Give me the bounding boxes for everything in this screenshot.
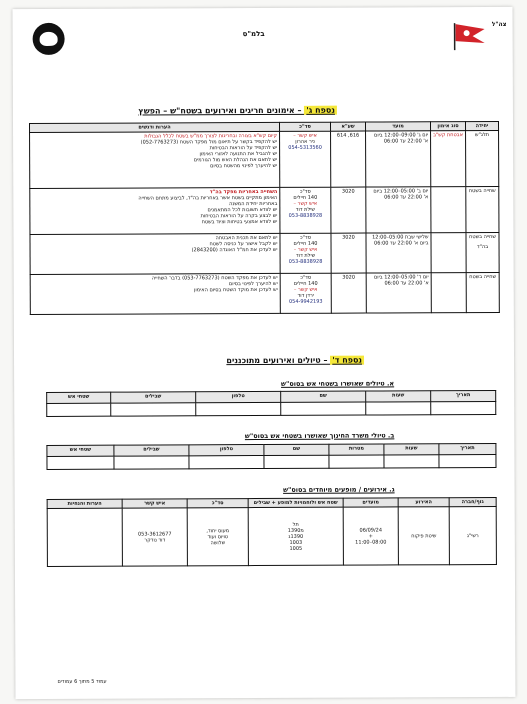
note-line: קיום קש"א בצורה ובחריגות לצורך ממ"ש בשטח לכלל הגבולות bbox=[144, 132, 278, 140]
note-line: יש לוודא אמצעי בטיחות וציוד בשטח bbox=[201, 218, 278, 226]
note-line: יש להיערך לפינוי מהשטח בסיום bbox=[210, 162, 278, 170]
date-line: 08:00–11:00 bbox=[355, 538, 387, 546]
forces-line: סד"כ bbox=[300, 274, 312, 281]
section-c-table bbox=[29, 121, 500, 315]
forces-line: סד"כ bbox=[300, 234, 311, 241]
note-line: יש להקפיד בקשר על תיאום מול מפקד השטח (052-7763273) bbox=[140, 138, 278, 146]
cell-type bbox=[431, 233, 466, 273]
section-d-label: נספח ד' bbox=[332, 355, 363, 365]
date-line: + bbox=[368, 533, 373, 540]
forces-line: 053-8838928 bbox=[288, 212, 323, 219]
document-page bbox=[12, 7, 515, 699]
note-line: האימון מתקיים בשטח אשר באחריות בה"ד, לביצוע מתחם השחייה bbox=[138, 194, 278, 202]
col-goals: מטרות bbox=[329, 444, 384, 455]
forces-line: איש קשר – bbox=[293, 286, 318, 293]
forces-line: שלושה bbox=[210, 539, 226, 546]
forces-line: סד"כ bbox=[299, 188, 311, 195]
subsection-b-title: ב. טיולי משרד החינוך שאושרו בשטחי אש בסוס"ש bbox=[244, 431, 395, 441]
side-label: בה"ד bbox=[476, 244, 489, 251]
note-line: יש להקפיד על הוראות הבטיחות bbox=[209, 144, 278, 152]
cell-org: רשי"ג bbox=[449, 506, 496, 564]
area-line: תל bbox=[292, 521, 299, 528]
note-line: יש לבצע בקרה על הוראות הבטיחות bbox=[200, 212, 278, 220]
contact-line: דוד נודקר bbox=[144, 536, 166, 544]
school-trips-table bbox=[46, 443, 496, 470]
cell-contact bbox=[122, 508, 187, 566]
forces-line: 054-9942193 bbox=[288, 298, 323, 305]
section-c-title-text: – אימונים חריגים ואירועים בשטח"ש – הפשץ bbox=[138, 105, 305, 116]
cell-time: יום ב' 05:00–12:00 ביום א' 22:00 עד 06:00 bbox=[366, 187, 431, 233]
note-line: יש לוודא תשובות לכל המתאמנים bbox=[207, 206, 278, 214]
forces-line: שילת דוד bbox=[295, 206, 315, 213]
area-line: 1005 bbox=[289, 545, 303, 552]
forces-line: ניר אהרון bbox=[295, 138, 315, 145]
date-line: 06/09/24 bbox=[359, 526, 383, 534]
cell-unit: שחייה בשטח bbox=[466, 272, 499, 312]
forces-line: איש קשר – bbox=[293, 246, 318, 253]
subsection-c-title: ג. אירועים / מופעים מיוחדים בסוס"ש bbox=[283, 485, 395, 494]
col-forces: סד"כ bbox=[279, 122, 330, 131]
cell-code: 3020 bbox=[331, 187, 366, 233]
table-row bbox=[47, 506, 496, 566]
table-row bbox=[30, 272, 499, 314]
note-line: יש לעדכן את מוקד השטח בסיום האימון bbox=[194, 286, 278, 294]
cell-type bbox=[431, 273, 466, 313]
col-trails: שבילים bbox=[114, 445, 189, 456]
cell-forces bbox=[280, 131, 331, 187]
note-line: יש לעדכן את חמ"ל האוגדה (2843200) bbox=[191, 246, 278, 254]
forces-line: ירדן דוד bbox=[297, 292, 314, 299]
col-fire-zones: שטחי אש bbox=[47, 392, 111, 403]
cell-notes bbox=[30, 233, 280, 274]
cell-unit bbox=[466, 232, 499, 272]
col-org: גוף/חברה bbox=[449, 497, 496, 506]
cell-forces bbox=[280, 273, 331, 313]
col-event: האירוע bbox=[398, 498, 449, 507]
cell-code: 3020 bbox=[331, 233, 366, 273]
section-d-title-text: – טיולים ואירועים מתוכננים bbox=[226, 355, 331, 366]
page-footer: עמוד 5 מתוך 6 עמודים bbox=[57, 678, 107, 685]
col-hours: שעות bbox=[384, 444, 439, 455]
col-phone: טלפון bbox=[189, 445, 264, 456]
col-date: תאריך bbox=[431, 390, 496, 401]
note-line: יש להיערך לפינוי בסיום bbox=[228, 280, 278, 288]
forces-line: שילת דוד bbox=[295, 252, 316, 259]
forces-line: איש קשר – bbox=[293, 132, 317, 139]
empty-row bbox=[47, 401, 496, 416]
note-line: יש לקבל אישור על כניסה לשטח bbox=[209, 240, 278, 248]
org-header: צה"ל bbox=[491, 20, 507, 29]
cell-time: יום ג' 09:00–12:00 ביום א' 22:00 עד 06:00 bbox=[366, 131, 431, 187]
empty-row bbox=[47, 454, 496, 469]
cell-forces bbox=[187, 508, 248, 566]
trips-table bbox=[46, 390, 496, 417]
col-unit: יחידה bbox=[465, 121, 498, 130]
section-c-title bbox=[138, 106, 337, 116]
col-notes: הערות והנחיות bbox=[47, 499, 122, 508]
col-notes: הערות ודגשים bbox=[29, 122, 279, 132]
note-line: יש לתאם את הנהלת האש מול הגורמים bbox=[193, 156, 278, 164]
area-line: 1003 bbox=[289, 539, 303, 546]
col-time: מועד bbox=[365, 122, 430, 131]
subsection-a-title: א. טיולים שאושרו בשטחי אש בסוס"ש bbox=[281, 379, 395, 388]
col-areas: שטח אש ולוחמויות למופע + שבילים bbox=[248, 498, 343, 507]
notes-title: השחייה באחריות מפקד בה"ד bbox=[209, 188, 278, 196]
col-name: שם bbox=[264, 444, 329, 455]
col-contact: איש קשר bbox=[122, 499, 187, 508]
table-row bbox=[30, 186, 499, 234]
cell-unit: שחייה בשטח bbox=[466, 186, 499, 232]
cell-event: שיטת פיקוח bbox=[398, 507, 449, 565]
cell-dates bbox=[343, 507, 398, 565]
note-line: באחריות יחידת המשנה bbox=[229, 200, 278, 208]
classification-header: בלמ"ס bbox=[242, 29, 265, 39]
area-line: מ1390 bbox=[287, 527, 304, 534]
col-phone: טלפון bbox=[196, 391, 281, 402]
cell-forces bbox=[280, 187, 331, 233]
cell-time: יום ד' 05:00–12:00 ביום א' 22:00 עד 06:00 bbox=[366, 273, 431, 313]
emblem-logo bbox=[33, 23, 65, 55]
col-fire-zones: שטחי אש bbox=[47, 445, 114, 456]
cell-unit: תלג"ש bbox=[466, 130, 499, 186]
col-date: תאריך bbox=[439, 443, 496, 454]
forces-line: איש קשר – bbox=[293, 200, 318, 207]
section-d-title bbox=[226, 356, 364, 366]
col-type: סוג אימון bbox=[430, 122, 465, 131]
forces-line: 140 חיילים bbox=[293, 194, 318, 201]
flag-logo bbox=[451, 21, 487, 51]
forces-line: 053-8838928 bbox=[288, 258, 323, 265]
cell-notes bbox=[47, 508, 122, 566]
forces-line: 140 חיילים bbox=[293, 280, 318, 287]
col-trails: שבילים bbox=[111, 392, 196, 403]
cell-areas bbox=[248, 507, 343, 565]
forces-line: 140 חיילים bbox=[293, 240, 318, 247]
col-code: שע"א bbox=[330, 122, 365, 131]
forces-line: 054-5313560 bbox=[288, 144, 322, 151]
cell-code: 3020 bbox=[331, 273, 366, 313]
cell-type bbox=[431, 187, 466, 233]
forces-line: טויוס ועוד bbox=[207, 533, 229, 540]
section-c-label: נספח ג' bbox=[306, 105, 335, 115]
cell-notes bbox=[30, 187, 280, 234]
unit-text: שחייה בשטח bbox=[469, 233, 496, 241]
col-name: שם bbox=[281, 391, 366, 402]
col-hours: שעות bbox=[366, 391, 431, 402]
note-line: יש להגביל את התנועה לאזורי האימון bbox=[199, 150, 278, 158]
events-table bbox=[47, 497, 497, 567]
note-line: יש לעדכן את מפקד השטח (053-7763273) בדבר השחייה bbox=[151, 274, 278, 282]
contact-line: 053-3612677 bbox=[137, 530, 172, 538]
area-line: 1390ג bbox=[288, 533, 304, 540]
table-row bbox=[30, 130, 499, 188]
cell-forces bbox=[280, 233, 331, 273]
cell-notes bbox=[30, 273, 280, 314]
cell-type: אבטחת קש"ב bbox=[431, 131, 466, 187]
cell-notes bbox=[30, 131, 280, 188]
note-line: יש לתאם את תכנית האבטחה bbox=[215, 234, 278, 242]
cell-code: 616, 614 bbox=[331, 131, 366, 187]
col-dates: מועדים bbox=[343, 498, 398, 507]
col-forces: סד"כ bbox=[187, 499, 248, 508]
table-row bbox=[30, 232, 499, 274]
cell-time: שלישי שבת 05:00–12:00 ביום א' 22:00 עד 06:00 bbox=[366, 233, 431, 273]
forces-line: מעוס יחוד, bbox=[206, 527, 230, 534]
